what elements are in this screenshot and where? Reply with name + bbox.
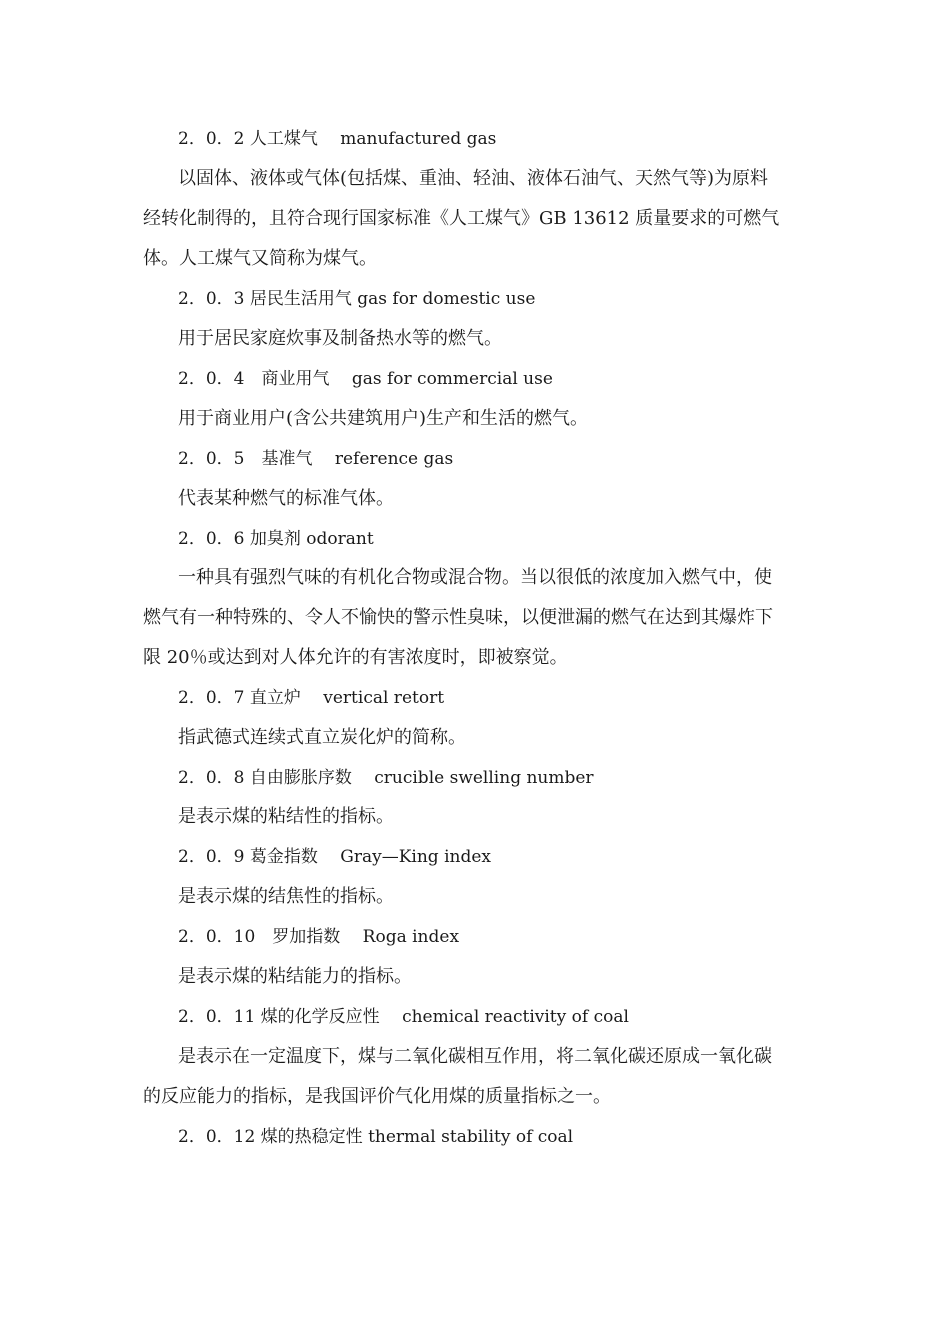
term-heading-2-0-12: 2．0．12 煤的热稳定性 thermal stability of coal [178,1127,574,1147]
definition-line: 的反应能力的指标，是我国评价气化用煤的质量指标之一。 [143,1086,611,1107]
term-heading-2-0-3: 2．0．3 居民生活用气 gas for domestic use [178,289,536,309]
term-heading-2-0-10: 2．0．10 罗加指数 Roga index [178,927,460,947]
term-heading-2-0-4: 2．0．4 商业用气 gas for commercial use [178,369,553,389]
definition-line: 是表示煤的结焦性的指标。 [178,886,394,907]
definition-line: 限 20％或达到对人体允许的有害浓度时，即被察觉。 [143,647,568,668]
definition-line: 代表某种燃气的标准气体。 [178,488,394,509]
term-heading-2-0-9: 2．0．9 葛金指数 Gray—King index [178,847,491,867]
definition-line: 一种具有强烈气味的有机化合物或混合物。当以很低的浓度加入燃气中，使 [178,567,772,588]
term-heading-2-0-2: 2．0．2 人工煤气 manufactured gas [178,129,497,149]
definition-line: 指武德式连续式直立炭化炉的简称。 [178,727,466,748]
definition-line: 经转化制得的，且符合现行国家标准《人工煤气》GB 13612 质量要求的可燃气 [143,208,780,229]
definition-line: 体。人工煤气又简称为煤气。 [143,248,377,269]
definition-line: 是表示在一定温度下，煤与二氧化碳相互作用，将二氧化碳还原成一氧化碳 [178,1046,772,1067]
term-heading-2-0-8: 2．0．8 自由膨胀序数 crucible swelling number [178,768,594,788]
definition-line: 以固体、液体或气体(包括煤、重油、轻油、液体石油气、天然气等)为原料 [178,168,769,189]
definition-line: 用于居民家庭炊事及制备热水等的燃气。 [178,328,502,349]
term-heading-2-0-5: 2．0．5 基准气 reference gas [178,449,454,469]
definition-line: 用于商业用户(含公共建筑用户)生产和生活的燃气。 [178,408,589,429]
definition-line: 是表示煤的粘结性的指标。 [178,806,394,827]
definition-line: 是表示煤的粘结能力的指标。 [178,966,412,987]
term-heading-2-0-6: 2．0．6 加臭剂 odorant [178,529,374,549]
term-heading-2-0-7: 2．0．7 直立炉 vertical retort [178,688,445,708]
definition-line: 燃气有一种特殊的、令人不愉快的警示性臭味，以便泄漏的燃气在达到其爆炸下 [143,607,773,628]
term-heading-2-0-11: 2．0．11 煤的化学反应性 chemical reactivity of coal [178,1007,629,1027]
